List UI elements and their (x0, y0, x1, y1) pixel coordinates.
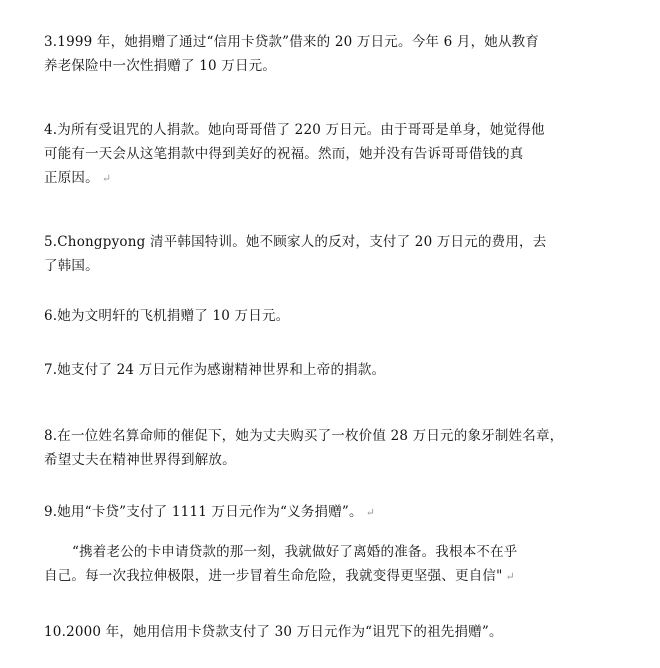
text-line: 自己。每一次我拉伸极限，进一步冒着生命危险，我就变得更坚强、更自信" (44, 568, 503, 584)
paragraph-mark-icon: ↵ (505, 570, 515, 583)
text-line: 10.2000 年，她用信用卡贷款支付了 30 万日元作为“诅咒下的祖先捐赠”。 (44, 624, 503, 640)
paragraph-7 (44, 358, 604, 382)
paragraph-5 (44, 230, 604, 278)
paragraph-10 (44, 620, 604, 644)
paragraph-4 (44, 118, 604, 191)
paragraph-6 (44, 304, 604, 328)
paragraph-8 (44, 424, 604, 472)
text-line: 7.她支付了 24 万日元作为感谢精神世界和上帝的捐款。 (44, 362, 386, 378)
text-line: 可能有一天会从这笔捐款中得到美好的祝福。然而，她并没有告诉哥哥借钱的真 (44, 146, 524, 162)
text-line: 6.她为文明轩的飞机捐赠了 10 万日元。 (44, 308, 290, 324)
text-line: 5.Chongpyong 清平韩国特训。她不顾家人的反对，支付了 20 万日元的费用，去 (44, 234, 547, 250)
quote-paragraph (44, 540, 604, 589)
text-line: 4.为所有受诅咒的人捐款。她向哥哥借了 220 万日元。由于哥哥是单身，她觉得他 (44, 122, 545, 138)
text-line: 希望丈夫在精神世界得到解放。 (44, 452, 236, 468)
text-line: 3.1999 年，她捐赠了通过“信用卡贷款”借来的 20 万日元。今年 6 月，她从教育 (44, 34, 540, 50)
paragraph-9 (44, 500, 604, 525)
text-line: 养老保险中一次性捐赠了 10 万日元。 (44, 58, 277, 74)
paragraph-3 (44, 30, 604, 78)
text-line: 8.在一位姓名算命师的催促下，她为丈夫购买了一枚价值 28 万日元的象牙制姓名章， (44, 428, 564, 444)
text-line: 9.她用“卡贷”支付了 1111 万日元作为“义务捐赠”。 (44, 504, 363, 520)
text-line: 正原因。 (44, 170, 99, 186)
text-line: “携着老公的卡申请贷款的那一刻，我就做好了离婚的准备。我根本不在乎 (72, 544, 518, 560)
paragraph-mark-icon: ↵ (101, 172, 112, 185)
text-line: 了韩国。 (44, 258, 99, 274)
paragraph-mark-icon: ↵ (365, 506, 376, 519)
